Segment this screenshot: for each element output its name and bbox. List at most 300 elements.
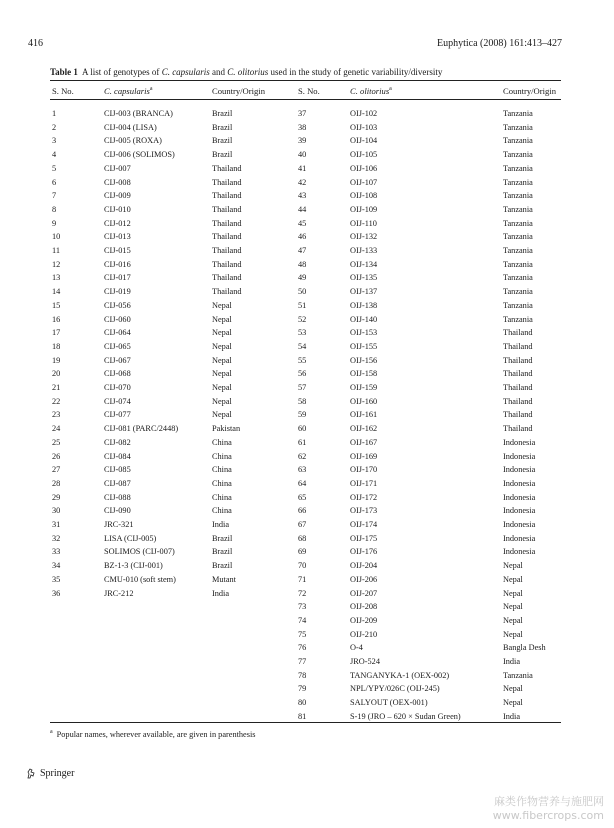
right-origin-cell: Thailand [503,355,533,365]
right-sno-cell: 69 [298,547,307,557]
left-sno-cell: 11 [52,246,60,255]
left-sno-cell: 8 [52,204,57,214]
left-sno-cell: 24 [52,424,61,434]
caption-text-mid: and [209,67,228,77]
right-origin-cell: Tanzania [503,246,533,255]
right-origin-cell: Tanzania [503,287,533,297]
table-row [0,313,614,327]
left-origin-cell: China [212,451,232,461]
left-origin-cell: Thailand [212,204,242,214]
capsularis-genotype-cell: BZ-1-3 (CIJ-001) [104,561,163,571]
left-sno-cell: 34 [52,561,61,571]
right-sno-cell: 42 [298,177,307,187]
right-sno-cell: 52 [298,314,307,324]
table-row [0,600,614,614]
right-sno-cell: 81 [298,711,307,721]
table-row [0,450,614,464]
caption-species-a: C. capsularis [161,67,210,77]
right-sno-cell: 67 [298,520,307,529]
left-sno-cell: 6 [52,177,57,187]
right-origin-cell: Tanzania [503,136,533,146]
table-row [0,381,614,395]
left-origin-cell: Thailand [212,163,242,173]
left-origin-cell: Brazil [212,533,233,543]
capsularis-genotype-cell: JRC-212 [104,588,134,598]
right-sno-cell: 75 [298,629,307,639]
olitorius-genotype-cell: TANGANYKA-1 (OEX-002) [350,670,450,680]
left-origin-cell: Nepal [212,341,232,351]
col-capsularis-sup: a [149,86,153,93]
olitorius-genotype-cell: OIJ-133 [350,246,378,255]
right-origin-cell: Nepal [503,684,523,694]
left-sno-cell: 10 [52,232,61,242]
table-row [0,107,614,121]
left-origin-cell: Brazil [212,561,233,571]
right-origin-cell: Tanzania [503,218,533,228]
capsularis-genotype-cell: CIJ-012 [104,218,131,228]
right-origin-cell: Indonesia [503,478,536,488]
capsularis-genotype-cell: CIJ-077 [104,410,131,420]
olitorius-genotype-cell: OIJ-132 [350,232,378,242]
olitorius-genotype-cell: OIJ-107 [350,177,378,187]
right-origin-cell: Tanzania [503,177,533,187]
table-row [0,408,614,422]
olitorius-genotype-cell: OIJ-174 [350,520,378,529]
right-origin-cell: Indonesia [503,547,536,557]
olitorius-genotype-cell: OIJ-170 [350,465,378,475]
caption-text-before: A list of genotypes of [81,67,162,77]
table-row [0,628,614,642]
springer-horse-icon [26,768,36,779]
left-sno-cell: 3 [52,136,57,146]
right-origin-cell: Tanzania [503,232,533,242]
table-row [0,162,614,176]
olitorius-genotype-cell: OIJ-167 [350,437,378,447]
right-origin-cell: Tanzania [503,670,533,680]
olitorius-genotype-cell: OIJ-173 [350,506,378,516]
watermark-line-1: 麻类作物营养与施肥网 [494,795,604,808]
table-row [0,354,614,368]
left-sno-cell: 35 [52,574,61,584]
capsularis-genotype-cell: CIJ-005 (ROXA) [104,136,162,146]
right-sno-cell: 74 [298,615,307,625]
capsularis-genotype-cell: LISA (CIJ-005) [104,533,157,543]
left-sno-cell: 18 [52,341,61,351]
olitorius-genotype-cell: S-19 (JRO – 620 × Sudan Green) [350,711,461,721]
right-sno-cell: 70 [298,561,307,571]
table-label: Table 1 [50,67,78,77]
capsularis-genotype-cell: JRC-321 [104,520,134,529]
right-sno-cell: 48 [298,259,307,269]
right-sno-cell: 38 [298,122,307,132]
right-sno-cell: 58 [298,396,307,406]
left-sno-cell: 1 [52,109,57,118]
right-sno-cell: 71 [298,574,307,584]
right-sno-cell: 65 [298,492,307,502]
olitorius-genotype-cell: OIJ-108 [350,191,378,201]
table-row [0,203,614,217]
olitorius-genotype-cell: O-4 [350,643,363,653]
right-sno-cell: 61 [298,437,307,447]
right-sno-cell: 43 [298,191,307,201]
right-origin-cell: Tanzania [503,314,533,324]
right-origin-cell: India [503,657,521,666]
right-origin-cell: Indonesia [503,533,536,543]
capsularis-genotype-cell: CIJ-070 [104,383,131,392]
capsularis-genotype-cell: CIJ-008 [104,177,131,187]
right-sno-cell: 76 [298,643,307,653]
right-sno-cell: 64 [298,478,307,488]
left-origin-cell: Nepal [212,300,232,310]
left-origin-cell: Brazil [212,109,233,118]
right-origin-cell: Nepal [503,698,523,708]
watermark-line-2: www.fibercrops.com [492,809,604,822]
right-sno-cell: 51 [298,300,307,310]
right-origin-cell: Nepal [503,629,523,639]
footnote-mark: a [50,729,53,735]
table-row [0,395,614,409]
right-sno-cell: 79 [298,684,307,694]
table-row [0,367,614,381]
right-sno-cell: 39 [298,136,307,146]
table-row [0,340,614,354]
right-origin-cell: Tanzania [503,204,533,214]
olitorius-genotype-cell: OIJ-161 [350,410,378,420]
capsularis-genotype-cell: CIJ-013 [104,232,131,242]
left-origin-cell: Thailand [212,232,242,242]
left-origin-cell: Thailand [212,177,242,187]
footnote-text: Popular names, wherever available, are given in parenthesis [56,729,256,739]
left-origin-cell: Nepal [212,328,232,338]
caption-species-b: C. olitorius [227,67,269,77]
olitorius-genotype-cell: OIJ-109 [350,204,378,214]
olitorius-genotype-cell: OIJ-134 [350,259,378,269]
right-sno-cell: 60 [298,424,307,434]
left-sno-cell: 29 [52,492,61,502]
left-sno-cell: 21 [52,383,61,392]
left-sno-cell: 2 [52,122,57,132]
left-sno-cell: 32 [52,533,61,543]
right-origin-cell: Indonesia [503,437,536,447]
left-sno-cell: 16 [52,314,61,324]
col-olitorius [350,86,392,96]
olitorius-genotype-cell: OIJ-104 [350,136,378,146]
olitorius-genotype-cell: OIJ-169 [350,451,378,461]
left-sno-cell: 14 [52,287,61,297]
table-row [0,655,614,669]
table-row [0,285,614,299]
olitorius-genotype-cell: OIJ-158 [350,369,378,379]
right-sno-cell: 59 [298,410,307,420]
right-origin-cell: Indonesia [503,451,536,461]
capsularis-genotype-cell: CIJ-085 [104,465,131,475]
capsularis-genotype-cell: CIJ-016 [104,259,131,269]
right-origin-cell: Nepal [503,615,523,625]
olitorius-genotype-cell: OIJ-204 [350,561,378,571]
col-origin-right: Country/Origin [503,86,556,96]
table-row [0,518,614,532]
col-olitorius-label: C. olitorius [350,86,390,96]
olitorius-genotype-cell: OIJ-106 [350,163,378,173]
right-origin-cell: Nepal [503,588,523,598]
left-sno-cell: 9 [52,218,57,228]
right-origin-cell: Thailand [503,424,533,434]
left-origin-cell: Brazil [212,547,233,557]
right-origin-cell: Thailand [503,396,533,406]
left-origin-cell: Nepal [212,410,232,420]
right-origin-cell: Indonesia [503,506,536,516]
left-origin-cell: China [212,478,232,488]
right-sno-cell: 63 [298,465,307,475]
right-sno-cell: 53 [298,328,307,338]
left-origin-cell: Thailand [212,287,242,297]
right-sno-cell: 77 [298,657,307,666]
table-row [0,436,614,450]
olitorius-genotype-cell: OIJ-105 [350,150,378,160]
right-origin-cell: Thailand [503,341,533,351]
table-row [0,669,614,683]
col-sno-right: S. No. [298,86,320,96]
right-origin-cell: Bangla Desh [503,643,546,653]
left-sno-cell: 23 [52,410,61,420]
right-sno-cell: 72 [298,588,307,598]
right-origin-cell: Tanzania [503,191,533,201]
table-row [0,614,614,628]
capsularis-genotype-cell: CIJ-087 [104,478,131,488]
capsularis-genotype-cell: CIJ-065 [104,341,131,351]
olitorius-genotype-cell: OIJ-209 [350,615,378,625]
olitorius-genotype-cell: OIJ-160 [350,396,378,406]
table-row [0,641,614,655]
left-origin-cell: Brazil [212,122,233,132]
right-sno-cell: 41 [298,163,307,173]
olitorius-genotype-cell: NPL/YPY/026C (OIJ-245) [350,684,440,694]
left-sno-cell: 7 [52,191,57,201]
capsularis-genotype-cell: CIJ-010 [104,204,131,214]
left-sno-cell: 5 [52,163,57,173]
left-sno-cell: 28 [52,478,61,488]
left-sno-cell: 26 [52,451,61,461]
right-sno-cell: 73 [298,602,307,612]
table-row [0,230,614,244]
left-sno-cell: 13 [52,273,61,283]
col-capsularis-label: C. capsularis [104,86,150,96]
capsularis-genotype-cell: SOLIMOS (CIJ-007) [104,547,175,557]
left-origin-cell: China [212,506,232,516]
olitorius-genotype-cell: OIJ-172 [350,492,378,502]
capsularis-genotype-cell: CIJ-084 [104,451,131,461]
table-caption [50,67,570,77]
right-sno-cell: 47 [298,246,307,255]
right-origin-cell: Thailand [503,369,533,379]
olitorius-genotype-cell: OIJ-102 [350,109,378,118]
col-sno-left: S. No. [52,86,74,96]
left-sno-cell: 20 [52,369,61,379]
table-row [0,121,614,135]
right-sno-cell: 56 [298,369,307,379]
left-origin-cell: India [212,588,230,598]
left-origin-cell: Thailand [212,191,242,201]
publisher-logo [26,768,74,779]
right-origin-cell: Indonesia [503,520,536,529]
left-sno-cell: 25 [52,437,61,447]
olitorius-genotype-cell: OIJ-207 [350,588,378,598]
page-number: 416 [28,38,43,49]
left-sno-cell: 4 [52,150,57,160]
capsularis-genotype-cell: CIJ-009 [104,191,131,201]
right-origin-cell: Thailand [503,410,533,420]
capsularis-genotype-cell: CIJ-090 [104,506,131,516]
capsularis-genotype-cell: CIJ-060 [104,314,131,324]
capsularis-genotype-cell: CIJ-064 [104,328,131,338]
olitorius-genotype-cell: OIJ-176 [350,547,378,557]
olitorius-genotype-cell: OIJ-140 [350,314,378,324]
table-row [0,587,614,601]
olitorius-genotype-cell: OIJ-137 [350,287,378,297]
capsularis-genotype-cell: CIJ-015 [104,246,131,255]
right-sno-cell: 55 [298,355,307,365]
table-row [0,491,614,505]
left-origin-cell: Brazil [212,150,233,160]
olitorius-genotype-cell: OIJ-162 [350,424,378,434]
right-origin-cell: India [503,711,521,721]
left-origin-cell: Thailand [212,273,242,283]
olitorius-genotype-cell: OIJ-210 [350,629,378,639]
left-sno-cell: 12 [52,259,61,269]
right-sno-cell: 78 [298,670,307,680]
right-origin-cell: Tanzania [503,150,533,160]
olitorius-genotype-cell: OIJ-159 [350,383,378,392]
capsularis-genotype-cell: CIJ-006 (SOLIMOS) [104,150,175,160]
site-watermark [484,795,604,823]
right-origin-cell: Nepal [503,602,523,612]
table-header-rule [50,99,561,100]
table-row [0,422,614,436]
left-origin-cell: Thailand [212,246,242,255]
left-origin-cell: China [212,437,232,447]
right-origin-cell: Tanzania [503,163,533,173]
left-origin-cell: India [212,520,230,529]
right-sno-cell: 49 [298,273,307,283]
right-origin-cell: Thailand [503,328,533,338]
capsularis-genotype-cell: CIJ-081 (PARC/2448) [104,424,179,434]
col-origin-left: Country/Origin [212,86,265,96]
right-sno-cell: 62 [298,451,307,461]
table-top-rule [50,80,561,81]
left-origin-cell: Thailand [212,259,242,269]
olitorius-genotype-cell: OIJ-175 [350,533,378,543]
table-row [0,134,614,148]
left-origin-cell: China [212,492,232,502]
left-origin-cell: Nepal [212,314,232,324]
capsularis-genotype-cell: CIJ-003 (BRANCA) [104,109,173,118]
olitorius-genotype-cell: OIJ-156 [350,355,378,365]
left-origin-cell: Nepal [212,396,232,406]
left-sno-cell: 30 [52,506,61,516]
left-origin-cell: Thailand [212,218,242,228]
col-olitorius-sup: a [389,86,392,93]
publisher-name: Springer [40,768,75,779]
left-sno-cell: 17 [52,328,61,338]
right-origin-cell: Indonesia [503,492,536,502]
left-origin-cell: Nepal [212,355,232,365]
table-row [0,573,614,587]
left-origin-cell: China [212,465,232,475]
col-capsularis [104,86,153,96]
right-origin-cell: Tanzania [503,122,533,132]
table-bottom-rule [50,722,561,723]
capsularis-genotype-cell: CIJ-068 [104,369,131,379]
table-footnote [50,729,256,739]
right-sno-cell: 50 [298,287,307,297]
right-origin-cell: Thailand [503,383,533,392]
table-row [0,696,614,710]
left-sno-cell: 15 [52,300,61,310]
left-sno-cell: 27 [52,465,61,475]
olitorius-genotype-cell: OIJ-171 [350,478,378,488]
right-sno-cell: 37 [298,109,307,118]
olitorius-genotype-cell: OIJ-155 [350,341,378,351]
right-sno-cell: 44 [298,204,307,214]
table-row [0,189,614,203]
table-row [0,148,614,162]
right-sno-cell: 57 [298,383,307,392]
olitorius-genotype-cell: OIJ-103 [350,122,378,132]
capsularis-genotype-cell: CIJ-056 [104,300,131,310]
left-origin-cell: Nepal [212,383,232,392]
right-sno-cell: 68 [298,533,307,543]
left-origin-cell: Mutant [212,574,236,584]
right-sno-cell: 45 [298,218,307,228]
right-sno-cell: 54 [298,341,307,351]
capsularis-genotype-cell: CIJ-019 [104,287,131,297]
caption-text-after: used in the study of genetic variability/diversity [268,67,443,77]
right-sno-cell: 40 [298,150,307,160]
left-sno-cell: 22 [52,396,61,406]
olitorius-genotype-cell: OIJ-110 [350,218,377,228]
capsularis-genotype-cell: CMU-010 (soft stem) [104,574,176,584]
olitorius-genotype-cell: JRO-524 [350,657,380,666]
journal-citation: Euphytica (2008) 161:413–427 [437,38,562,49]
left-sno-cell: 19 [52,355,61,365]
right-origin-cell: Tanzania [503,109,533,118]
table-row [0,532,614,546]
table-row [0,217,614,231]
capsularis-genotype-cell: CIJ-007 [104,163,131,173]
capsularis-genotype-cell: CIJ-017 [104,273,131,283]
capsularis-genotype-cell: CIJ-067 [104,355,131,365]
left-origin-cell: Pakistan [212,424,241,434]
capsularis-genotype-cell: CIJ-082 [104,437,131,447]
right-origin-cell: Nepal [503,561,523,571]
right-origin-cell: Tanzania [503,259,533,269]
right-origin-cell: Tanzania [503,300,533,310]
table-row [0,271,614,285]
table-row [0,176,614,190]
table-row [0,545,614,559]
table-row [0,463,614,477]
olitorius-genotype-cell: OIJ-138 [350,300,378,310]
capsularis-genotype-cell: CIJ-088 [104,492,131,502]
left-origin-cell: Brazil [212,136,233,146]
left-sno-cell: 31 [52,520,61,529]
table-row [0,244,614,258]
table-row [0,326,614,340]
right-sno-cell: 66 [298,506,307,516]
table-row [0,299,614,313]
olitorius-genotype-cell: SALYOUT (OEX-001) [350,698,428,708]
table-row [0,682,614,696]
